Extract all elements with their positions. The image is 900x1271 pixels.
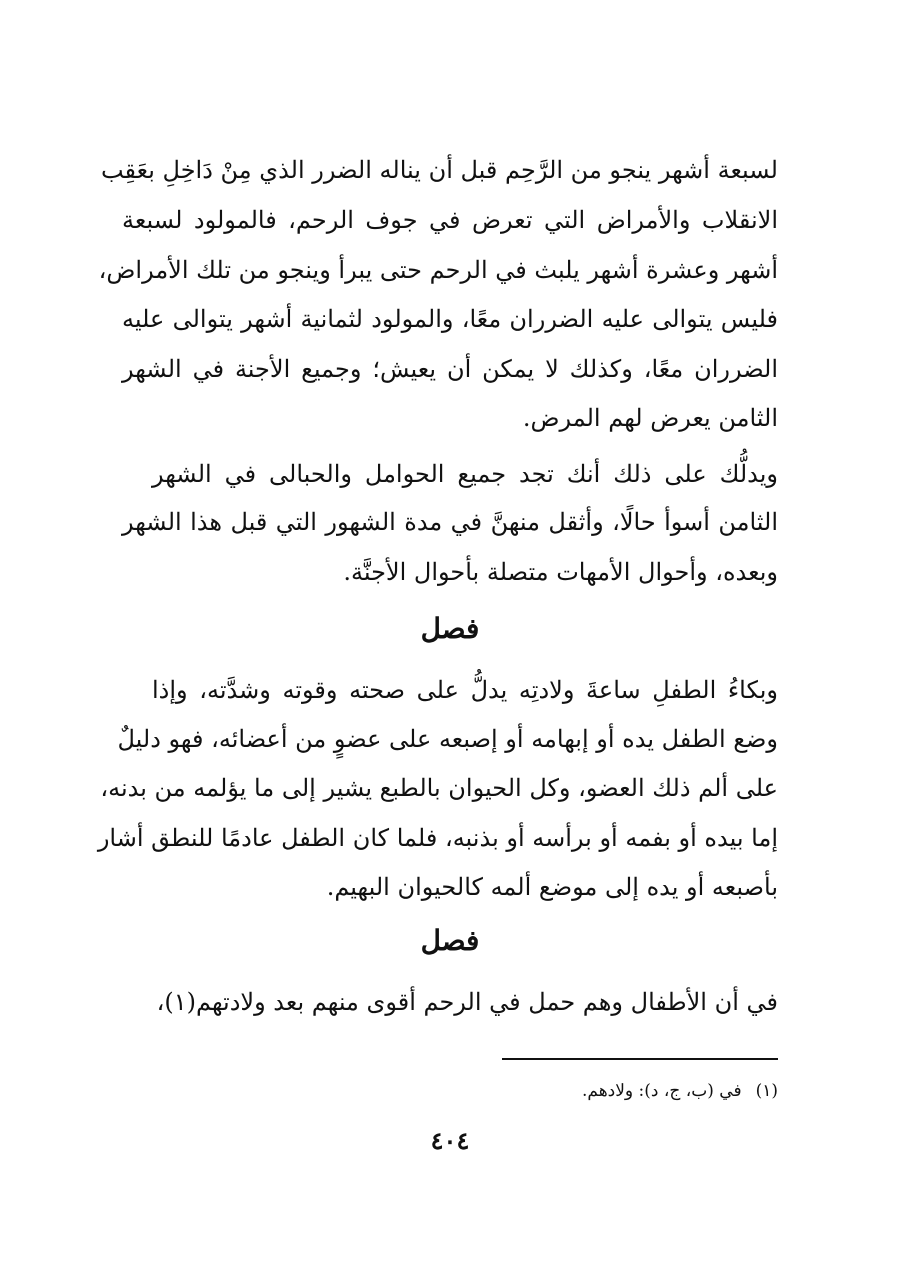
text-line: وبعده، وأحوال الأمهات متصلة بأحوال الأجنَّة. (343, 558, 778, 586)
text-line: الثامن أسوأ حالًا، وأثقل منهنَّ في مدة الشهور التي قبل هذا الشهر (122, 508, 778, 536)
text-line: ويدلُّك على ذلك أنك تجد جميع الحوامل والحبالى في الشهر (152, 460, 778, 488)
text-line: أشهر وعشرة أشهر يلبث في الرحم حتى يبرأ وينجو من تلك الأمراض، (98, 256, 778, 284)
text-line: الانقلاب والأمراض التي تعرض في جوف الرحم، فالمولود لسبعة (122, 206, 778, 234)
text-line: الضرران معًا، وكذلك لا يمكن أن يعيش؛ وجميع الأجنة في الشهر (122, 355, 778, 383)
footnote-text: في (ب، ج، د): ولادهم. (581, 1081, 742, 1101)
text-line: على ألم ذلك العضو، وكل الحيوان بالطبع يشير إلى ما يؤلمه من بدنه، (100, 774, 778, 802)
page-number: ٤٠٤ (430, 1126, 470, 1155)
footnote-number: (١) (755, 1081, 778, 1101)
text-line: فليس يتوالى عليه الضرران معًا، والمولود لثمانية أشهر يتوالى عليه (122, 305, 778, 333)
text-line: وضع الطفل يده أو إبهامه أو إصبعه على عضوٍ من أعضائه، فهو دليلٌ (117, 725, 778, 753)
text-line: في أن الأطفال وهم حمل في الرحم أقوى منهم بعد ولادتهم(١)، (156, 988, 778, 1016)
text-line: إما بيده أو بفمه أو برأسه أو بذنبه، فلما كان الطفل عادمًا للنطق أشار (97, 824, 778, 852)
text-line: لسبعة أشهر ينجو من الرَّحِم قبل أن يناله الضرر الذي مِنْ دَاخِلِ بعَقِب (100, 156, 778, 184)
footnote (122, 1078, 778, 1104)
text-line: بأصبعه أو يده إلى موضع ألمه كالحيوان البهيم. (326, 873, 778, 901)
text-line: الثامن يعرض لهم المرض. (522, 404, 778, 432)
text-line: وبكاءُ الطفلِ ساعةَ ولادتِه يدلُّ على صحته وقوته وشدَّته، وإذا (152, 676, 778, 704)
footnote-divider (502, 1058, 778, 1060)
section-heading: فصل (420, 924, 480, 957)
section-heading: فصل (420, 612, 480, 645)
